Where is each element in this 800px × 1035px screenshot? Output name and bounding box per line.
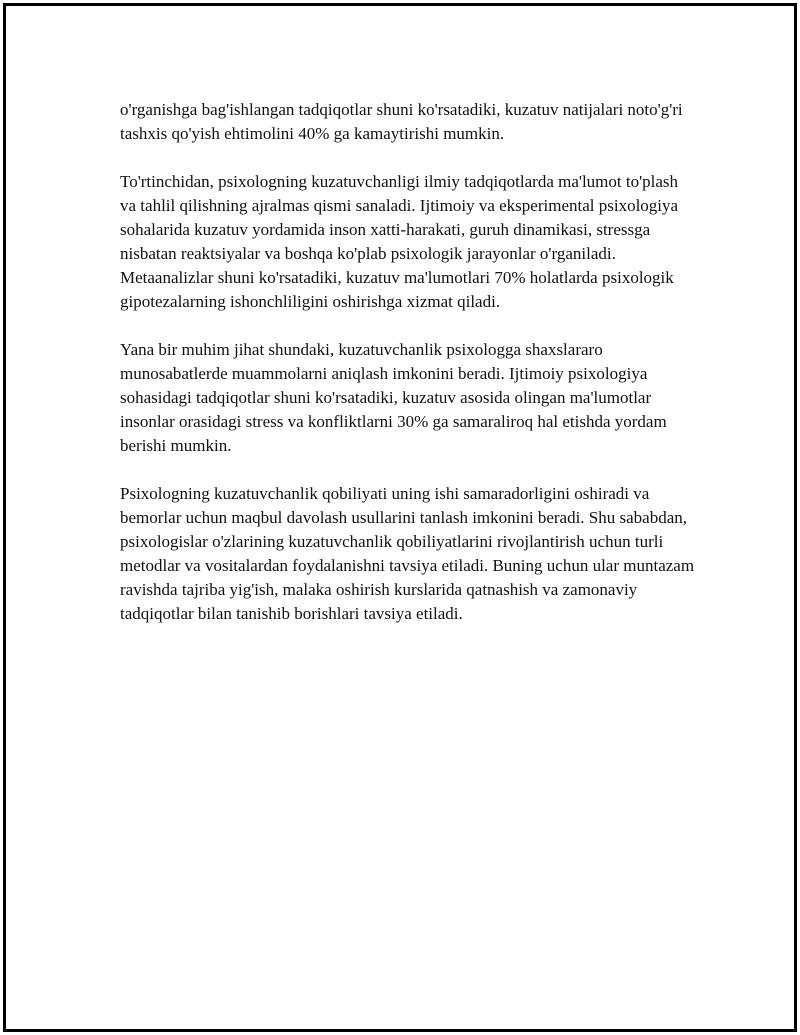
paragraph-1: o'rganishga bag'ishlangan tadqiqotlar shuni ko'rsatadiki, kuzatuv natijalari noto'g'ri tashxis qo'yish ehtimolini 40% ga kamaytirishi mumkin. — [120, 100, 683, 143]
paragraph-2: To'rtinchidan, psixologning kuzatuvchanligi ilmiy tadqiqotlarda ma'lumot to'plash va tahlil qilishning ajralmas qismi sanaladi. Ijtimoiy va eksperimental psixologiya sohalarida kuzatuv yordamida inson xatti-harakati, guruh dinamikasi, stressga nisbatan reaktsiyalar va boshqa ko'plab psixologik jarayonlar o'rganiladi. Metaanalizlar shuni ko'rsatadiki, kuzatuv ma'lumotlari 70% holatlarda psixologik gipotezalarning ishonchliligini oshirishga xizmat qiladi. — [120, 172, 679, 311]
paragraph-4: Psixologning kuzatuvchanlik qobiliyati uning ishi samaradorligini oshiradi va bemorlar uchun maqbul davolash usullarini tanlash imkonini beradi. Shu sababdan, psixologislar o'zlarining kuzatuvchanlik qobiliyatlarini rivojlantirish uchun turli metodlar va vositalardan foydalanishni tavsiya etiladi. Buning uchun ular muntazam ravishda tajriba yig'ish, malaka oshirish kurslarida qatnashish va zamonaviy tadqiqotlar bilan tanishib borishlari tavsiya etiladi. — [120, 484, 695, 623]
document-page — [3, 3, 797, 1032]
paragraph-3: Yana bir muhim jihat shundaki, kuzatuvchanlik psixologga shaxslararo munosabatlerde muammolarni aniqlash imkonini beradi. Ijtimoiy psixologiya sohasidagi tadqiqotlar shuni ko'rsatadiki, kuzatuv asosida olingan ma'lumotlar insonlar orasidagi stress va konfliktlarni 30% ga samaraliroq hal etishda yordam berishi mumkin. — [120, 340, 667, 455]
document-body — [120, 98, 695, 650]
